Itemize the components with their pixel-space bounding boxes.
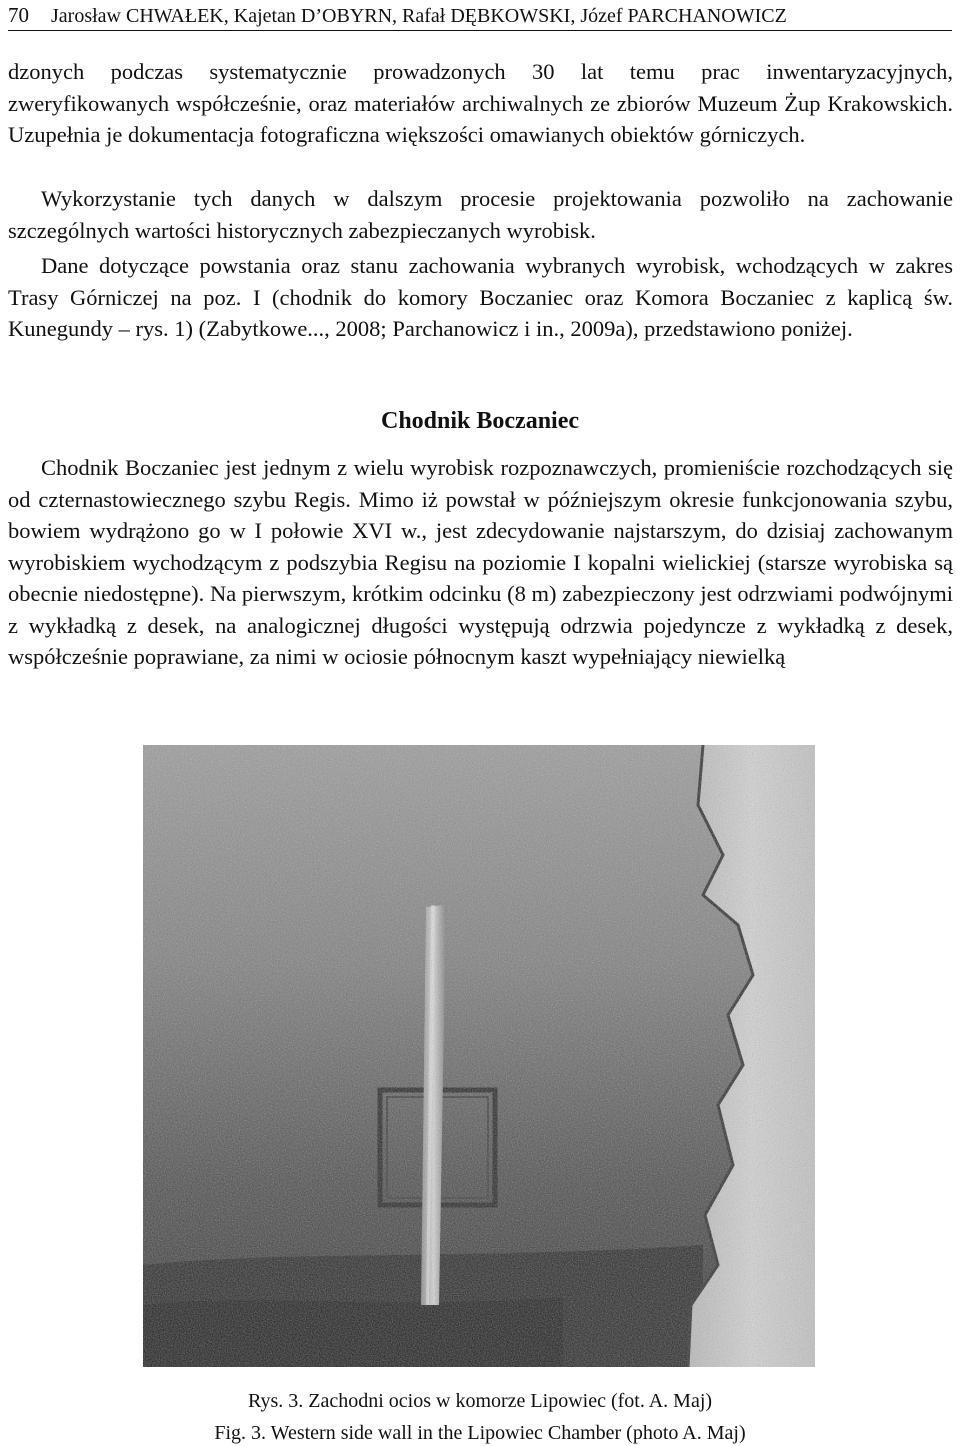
running-header xyxy=(8,0,952,31)
page-number: 70 xyxy=(8,3,29,27)
paragraph-continued: dzonych podczas systematycznie prowadzonych 30 lat temu prac inwentaryzacyjnych, zweryfikowanych współcześnie, oraz materiałów archiwalnych ze zbiorów Muzeum Żup Krakowskich. Uzupełnia je dokumentacja fotograficzna większości omawianych obiektów górniczych. xyxy=(8,59,953,147)
figure-caption-en: Fig. 3. Western side wall in the Lipowiec Chamber (photo A. Maj) xyxy=(214,1422,746,1444)
figure-photo xyxy=(143,745,815,1367)
section-heading: Chodnik Boczaniec xyxy=(380,408,580,434)
paragraph-design-process: Wykorzystanie tych danych w dalszym procesie projektowania pozwoliło na zachowanie szczególnych wartości historycznych zabezpieczanych wyrobisk. xyxy=(8,186,953,243)
figure-caption-pl: Rys. 3. Zachodni ocios w komorze Lipowiec (fot. A. Maj) xyxy=(247,1390,713,1412)
header-authors: Jarosław CHWAŁEK, Kajetan D’OBYRN, Rafał DĘBKOWSKI, Józef PARCHANOWICZ xyxy=(51,5,787,27)
paragraph-selected-workings: Dane dotyczące powstania oraz stanu zachowania wybranych wyrobisk, wchodzących w zakres Trasy Górniczej na poz. I (chodnik do komory Boczaniec oraz Komora Boczaniec z kaplicą św. Kunegundy – rys. 1) (Zabytkowe..., 2008; Parchanowicz i in., 2009a), przedstawiono poniżej. xyxy=(8,253,953,341)
mine-chamber-photo xyxy=(143,745,815,1367)
paragraph-chodnik-boczaniec: Chodnik Boczaniec jest jednym z wielu wyrobisk rozpoznawczych, promieniście rozchodzących się od czternastowiecznego szybu Regis. Mimo iż powstał w późniejszym okresie funkcjonowania szybu, bowiem wydrążono go w I połowie XVI w., jest zdecydowanie najstarszym, do dzisiaj zachowanym wyrobiskiem wychodzącym z podszybia Regisu na poziomie I kopalni wielickiej (starsze wyrobiska są obecnie niedostępne). Na pierwszym, krótkim odcinku (8 m) zabezpieczony jest odrzwiami podwójnymi z wykładką z desek, na analogicznej długości występują odrzwia pojedyncze z wykładką z desek, współcześnie poprawiane, za nimi w ociosie północnym kaszt wypełniający niewielką xyxy=(8,455,953,669)
